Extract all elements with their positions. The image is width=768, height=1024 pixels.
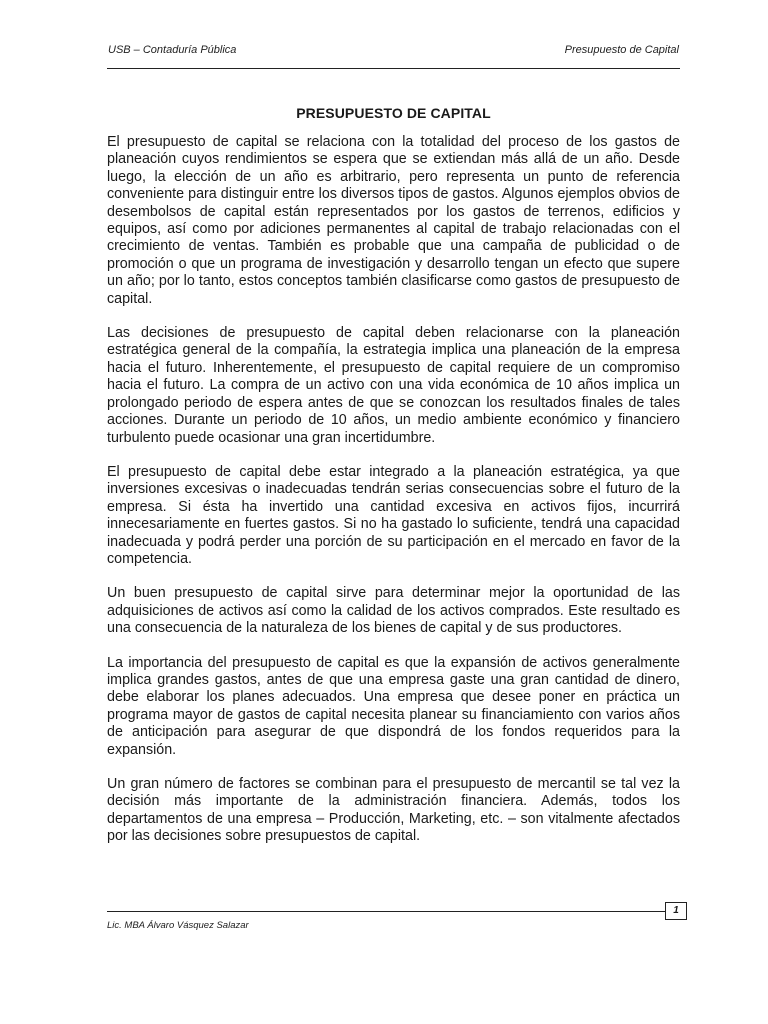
paragraph-4: Un buen presupuesto de capital sirve para determinar mejor la oportunidad de las adquisiciones de activos así como la calidad de los activos comprados. Este resultado es una consecuencia de la naturaleza de los bienes de capital y de sus productores. xyxy=(107,585,680,637)
footer-divider xyxy=(107,911,665,912)
paragraph-2: Las decisiones de presupuesto de capital deben relacionarse con la planeación estratégica general de la compañía, la estrategia implica una planeación de la empresa hacia el futuro. Inherentemente, el presupuesto de capital requiere de un compromiso hacia el futuro. La compra de un activo con una vida económica de 10 años implica un prolongado periodo de espera antes de que se conozcan los resultados finales de tales acciones. Durante un periodo de 10 años, un medio ambiente económico y financiero turbulento puede ocasionar una gran incertidumbre. xyxy=(107,325,680,446)
paragraph-5: La importancia del presupuesto de capital es que la expansión de activos generalmente implica grandes gastos, antes de que una empresa gaste una gran cantidad de dinero, debe elaborar los planes adecuados. Una empresa que desee poner en práctica un programa mayor de gastos de capital necesita planear su financiamiento con varios años de anticipación para asegurar de que dispondrá de los fondos requeridos para la expansión. xyxy=(107,654,680,758)
paragraph-1: El presupuesto de capital se relaciona con la totalidad del proceso de los gastos de planeación cuyos rendimientos se espera que se extiendan más allá de un año. Desde luego, la elección de un año es arbitrario, pero representa un punto de referencia conveniente para distinguir entre los diversos tipos de gastos. Algunos ejemplos obvios de desembolsos de capital están representados por los gastos de terrenos, edificios y equipos, así como por adiciones permanentes al capital de trabajo relacionadas con el crecimiento de ventas. También es probable que una campaña de publicidad o de promoción o que un programa de investigación y desarrollo tengan un efecto que supere un año; por lo tanto, estos conceptos también clasificarse como gastos de presupuesto de capital. xyxy=(107,134,680,307)
header-document-title: Presupuesto de Capital xyxy=(564,44,679,56)
paragraph-6: Un gran número de factores se combinan para el presupuesto de mercantil se tal vez la decisión más importante de la administración financiera. Además, todos los departamentos de una empresa – Producción, Marketing, etc. – son vitalmente afectados por las decisiones sobre presupuestos de capital. xyxy=(107,776,680,845)
header-institution: USB – Contaduría Pública xyxy=(108,44,237,56)
footer-author: Lic. MBA Álvaro Vásquez Salazar xyxy=(107,920,249,931)
page-title: PRESUPUESTO DE CAPITAL xyxy=(296,105,491,121)
document-body xyxy=(107,134,680,863)
page-header xyxy=(107,44,680,69)
paragraph-3: El presupuesto de capital debe estar integrado a la planeación estratégica, ya que inversiones excesivas o inadecuadas tendrán serias consecuencias sobre el futuro de la empresa. Si ésta ha invertido una cantidad excesiva en activos fijos, incurrirá innecesariamente en fuertes gastos. Si no ha gastado lo suficiente, tendrá una capacidad inadecuada y podrá perder una porción de su participación en el mercado en favor de la competencia. xyxy=(107,463,680,567)
page-number-box: 1 xyxy=(665,902,687,920)
